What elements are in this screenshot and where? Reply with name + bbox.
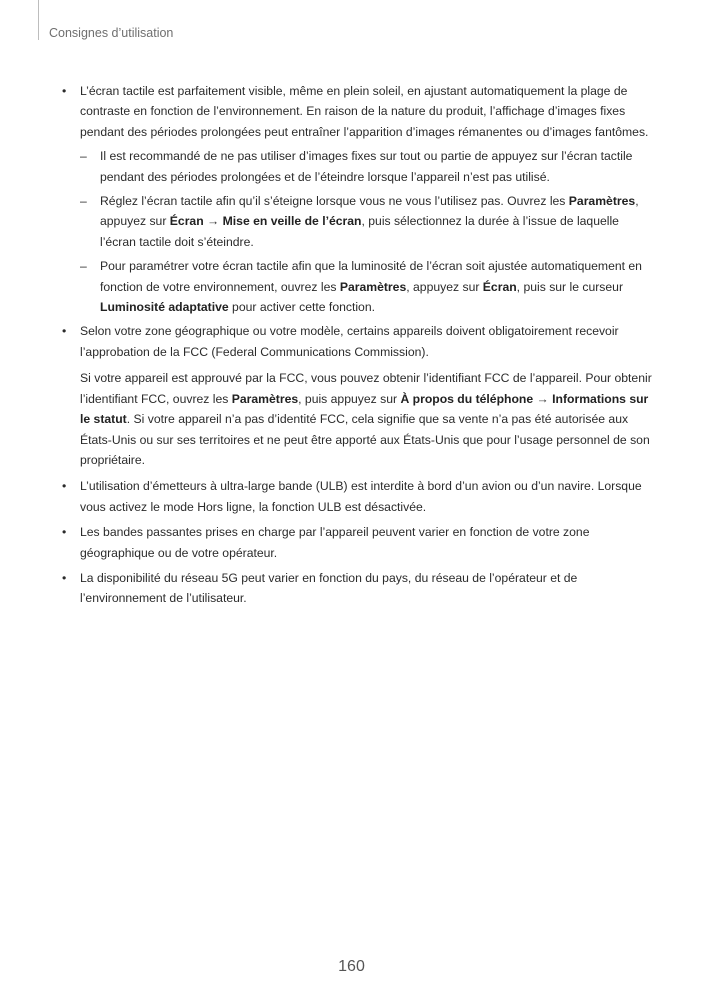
dash-mark: – xyxy=(80,194,87,209)
sub-item-screen-timeout xyxy=(62,191,652,252)
settings-ref: Paramètres xyxy=(339,279,407,294)
display-ref: Écran xyxy=(169,214,204,229)
screen-timeout-ref: Mise en veille de l’écran xyxy=(222,214,362,229)
header-rule xyxy=(38,0,39,40)
bullet-mark: • xyxy=(62,84,67,98)
page-content xyxy=(62,81,652,611)
bullet-item-fcc xyxy=(62,321,652,362)
bullet-text: La disponibilité du réseau 5G peut varier en fonction du pays, du réseau de l’opérateur et de l’environnement de l’utilisateur. xyxy=(80,570,578,606)
sub-item-text: Il est recommandé de ne pas utiliser d’images fixes sur tout ou partie de appuyez sur l’écran tactile pendant des périodes prolongées et de l’éteindre lorsque l’appareil n’est pas utilisé. xyxy=(100,149,633,184)
bullet-text: Selon votre zone géographique ou votre modèle, certains appareils doivent obligatoirement recevoir l’approbation de la FCC (Federal Communications Commission). xyxy=(80,324,619,359)
page-number: 160 xyxy=(338,958,365,975)
bullet-mark: • xyxy=(62,525,67,540)
display-ref: Écran xyxy=(482,279,517,294)
bullet-item-uwb xyxy=(62,476,652,517)
sub-item-text: Pour paramétrer votre écran tactile afin que la luminosité de l’écran soit ajustée automatiquement en fonction de votre environnement, ouvrez les Paramètres, appuyez sur Écran, puis sur le curseur Luminosité adaptative pour activer cette fonction. xyxy=(100,259,642,315)
bullet-item-5g xyxy=(62,568,652,609)
sub-item-text: Réglez l’écran tactile afin qu’il s’éteigne lorsque vous ne vous l’utilisez pas. Ouvrez les Paramètres, appuyez sur Écran → Mise en veille de l’écran, puis sélectionnez la durée à l’issue de laquelle l’écran tactile doit s’éteindre. xyxy=(100,194,639,249)
settings-ref: Paramètres xyxy=(231,391,299,406)
sub-item-static-images xyxy=(62,146,652,187)
status-info-ref: Informations sur le statut xyxy=(80,391,649,427)
bullet-mark: • xyxy=(62,324,67,339)
about-phone-ref: À propos du téléphone xyxy=(400,391,534,406)
bullet-text: L’utilisation d’émetteurs à ultra-large bande (ULB) est interdite à bord d’un avion ou d’un navire. Lorsque vous activez le mode Hors ligne, la fonction ULB est désactivée. xyxy=(80,479,642,514)
dash-mark: – xyxy=(80,259,87,274)
bullet-text: L’écran tactile est parfaitement visible, même en plein soleil, en ajustant automatiquement la plage de contraste en fonction de l’environnement. En raison de la nature du produit, l’affichage d’images fixes pendant des périodes prolongées peut entraîner l’apparition d’images rémanentes ou d’images fantômes. xyxy=(80,84,649,139)
bullet-mark: • xyxy=(62,570,67,585)
bullet-item-screen-visibility xyxy=(62,81,652,317)
page-header-title: Consignes d’utilisation xyxy=(49,26,174,40)
settings-ref: Paramètres xyxy=(568,194,636,209)
bullet-mark: • xyxy=(62,479,67,494)
dash-mark: – xyxy=(80,149,87,164)
bullet-text: Les bandes passantes prises en charge par l’appareil peuvent varier en fonction de votre zone géographique ou de votre opérateur. xyxy=(80,525,590,560)
sub-item-adaptive-brightness xyxy=(62,256,652,317)
bullet-item-bandwidth xyxy=(62,522,652,563)
fcc-paragraph: Si votre appareil est approuvé par la FCC, vous pouvez obtenir l’identifiant FCC de l’appareil. Pour obtenir l’identifiant FCC, ouvrez les Paramètres, puis appuyez sur À propos du téléphone → Informations sur le statut. Si votre appareil n’a pas d’identité FCC, cela signifie que sa vente n’a pas été autorisée aux États-Unis ou sur ses territoires et ne peut être apporté aux États-Unis que pour l’usage personnel de son propriétaire. xyxy=(80,371,652,467)
adaptive-brightness-ref: Luminosité adaptative xyxy=(100,300,229,315)
